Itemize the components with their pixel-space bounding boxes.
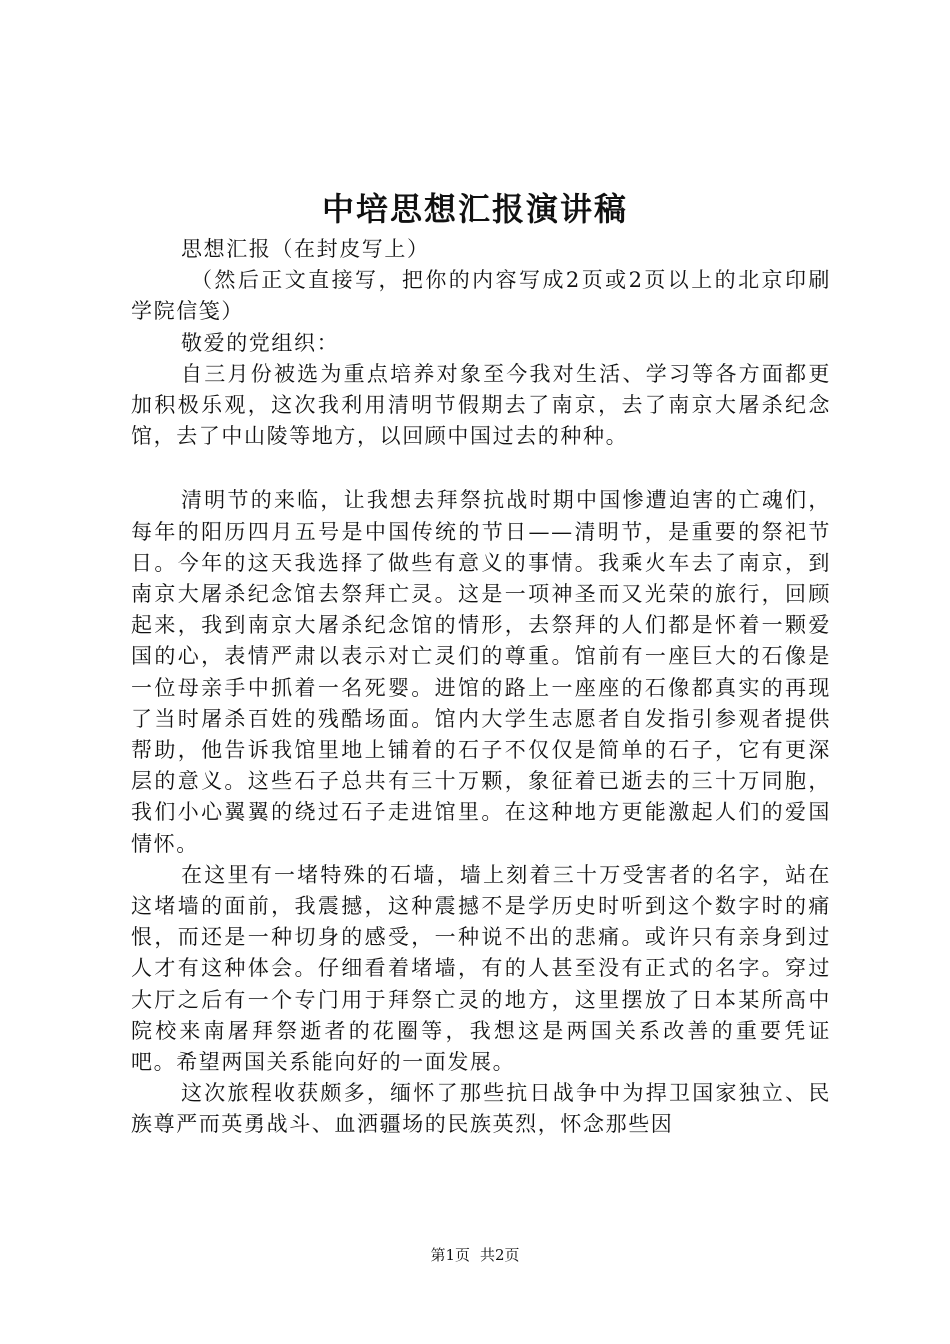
- document-title: 中培思想汇报演讲稿: [321, 190, 628, 228]
- paragraph-intro: 自三月份被选为重点培养对象至今我对生活、学习等各方面都更加积极乐观，这次我利用清明节假期去了南京，去了南京大屠杀纪念馆，去了中山陵等地方，以回顾中国过去的种种。: [131, 361, 831, 449]
- page-number-current: 第1页: [430, 1246, 470, 1264]
- document-body: [131, 234, 831, 1141]
- paragraph-qingming: 清明节的来临，让我想去拜祭抗战时期中国惨遭迫害的亡魂们，每年的阳历四月五号是中国传统的节日——清明节，是重要的祭祀节日。今年的这天我选择了做些有意义的事情。我乘火车去了南京，到南京大屠杀纪念馆去祭拜亡灵。这是一项神圣而又光荣的旅行，回顾起来，我到南京大屠杀纪念馆的情形，去祭拜的人们都是怀着一颗爱国的心，表情严肃以表示对亡灵们的尊重。馆前有一座巨大的石像是一位母亲手中抓着一名死婴。进馆的路上一座座的石像都真实的再现了当时屠杀百姓的残酷场面。馆内大学生志愿者自发指引参观者提供帮助，他告诉我馆里地上铺着的石子不仅仅是简单的石子，它有更深层的意义。这些石子总共有三十万颗，象征着已逝去的三十万同胞，我们小心翼翼的绕过石子走进馆里。在这种地方更能激起人们的爱国情怀。: [131, 488, 831, 856]
- paragraph-cover-note: 思想汇报（在封皮写上）: [181, 237, 430, 261]
- page-number-total: 共2页: [480, 1246, 520, 1264]
- paragraph-salutation: 敬爱的党组织：: [181, 330, 340, 355]
- page-footer: [0, 1245, 950, 1265]
- blank-line: [131, 452, 831, 485]
- paragraph-instruction: （然后正文直接写，把你的内容写成2页或2页以上的北京印刷学院信笺）: [131, 268, 831, 324]
- paragraph-harvest: 这次旅程收获颇多，缅怀了那些抗日战争中为捍卫国家独立、民族尊严而英勇战斗、血洒疆场的民族英烈，怀念那些因: [131, 1081, 831, 1137]
- paragraph-stone-wall: 在这里有一堵特殊的石墙，墙上刻着三十万受害者的名字，站在这堵墙的面前，我震撼，这种震撼不是学历史时听到这个数字时的痛恨，而还是一种切身的感受，一种说不出的悲痛。或许只有亲身到过人才有这种体会。仔细看着堵墙，有的人甚至没有正式的名字。穿过大厅之后有一个专门用于拜祭亡灵的地方，这里摆放了日本某所高中院校来南屠拜祭逝者的花圈等，我想这是两国关系改善的重要凭证吧。希望两国关系能向好的一面发展。: [131, 862, 831, 1075]
